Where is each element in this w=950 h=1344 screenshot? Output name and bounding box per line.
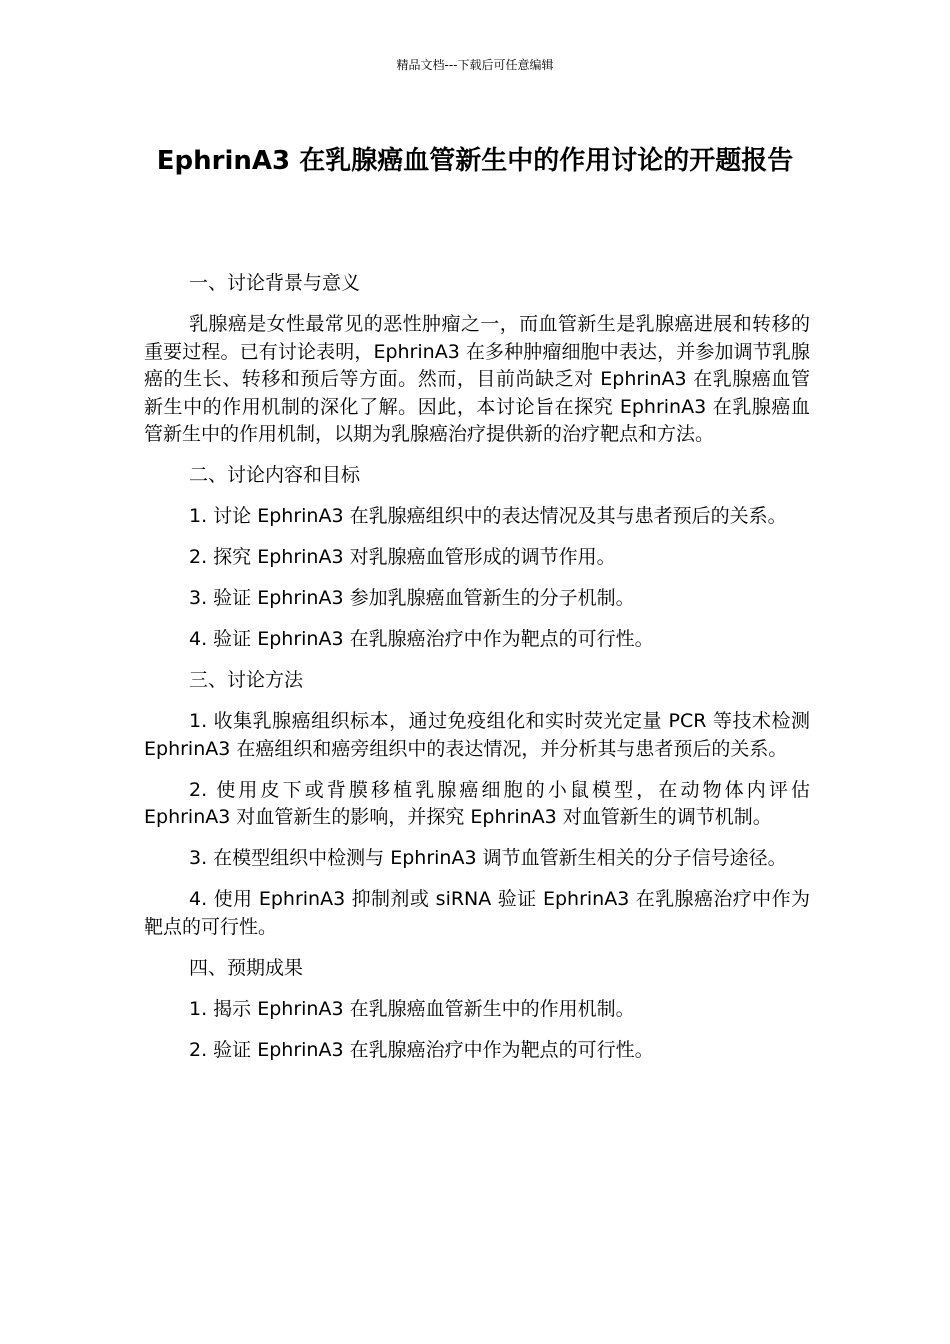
section-heading-outcomes: 四、预期成果 [189, 956, 304, 979]
outcome-item: 1. 揭示 EphrinA3 在乳腺癌血管新生中的作用机制。 [189, 997, 635, 1020]
background-paragraph: 乳腺癌是女性最常见的恶性肿瘤之一，而血管新生是乳腺癌进展和转移的重要过程。已有讨论表明，EphrinA3 在多种肿瘤细胞中表达，并参加调节乳腺癌的生长、转移和预后等方面。然而，目前尚缺乏对 EphrinA3 在乳腺癌血管新生中的作用机制的深化了解。因此，本讨论旨在探究 EphrinA3 在乳腺癌血管新生中的作用机制，以期为乳腺癌治疗提供新的治疗靶点和方法。 [144, 313, 810, 445]
goal-item: 4. 验证 EphrinA3 在乳腺癌治疗中作为靶点的可行性。 [189, 628, 654, 650]
goal-item: 1. 讨论 EphrinA3 在乳腺癌组织中的表达情况及其与患者预后的关系。 [189, 505, 787, 527]
method-item: 1. 收集乳腺癌组织标本，通过免疫组化和实时荧光定量 PCR 等技术检测 EphrinA3 在癌组织和癌旁组织中的表达情况，并分析其与患者预后的关系。 [144, 710, 810, 760]
method-item: 2. 使用皮下或背膜移植乳腺癌细胞的小鼠模型，在动物体内评估 EphrinA3 对血管新生的影响，并探究 EphrinA3 对血管新生的调节机制。 [144, 778, 810, 828]
goal-item: 2. 探究 EphrinA3 对乳腺癌血管形成的调节作用。 [189, 546, 616, 568]
section-heading-methods: 三、讨论方法 [189, 669, 304, 691]
document-title: EphrinA3 在乳腺癌血管新生中的作用讨论的开题报告 [156, 146, 794, 176]
method-item: 3. 在模型组织中检测与 EphrinA3 调节血管新生相关的分子信号途径。 [189, 847, 787, 869]
outcome-item: 2. 验证 EphrinA3 在乳腺癌治疗中作为靶点的可行性。 [189, 1038, 654, 1061]
header-note: 精品文档---下载后可任意编辑 [396, 58, 554, 72]
goal-item: 3. 验证 EphrinA3 参加乳腺癌血管新生的分子机制。 [189, 587, 635, 609]
document-body [144, 270, 810, 1078]
section-heading-background: 一、讨论背景与意义 [189, 272, 361, 294]
section-heading-content-goals: 二、讨论内容和目标 [189, 464, 361, 486]
method-item: 4. 使用 EphrinA3 抑制剂或 siRNA 验证 EphrinA3 在乳腺癌治疗中作为靶点的可行性。 [144, 888, 810, 938]
